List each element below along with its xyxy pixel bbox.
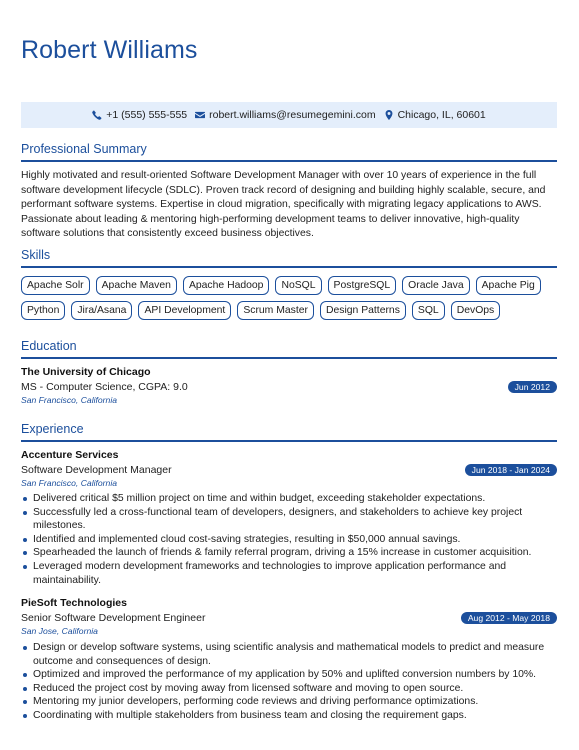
job-company: Accenture Services [21,449,119,461]
job-date-badge: Aug 2012 - May 2018 [461,612,557,624]
list-item: Spearheaded the launch of friends & family referral program, driving a 15% increase in customer acquisition. [21,546,551,560]
contact-email[interactable] [195,109,375,121]
skills-list [21,276,561,320]
job-role: Software Development Manager [21,464,172,476]
degree-text: MS - Computer Science, CGPA: 9.0 [21,381,188,393]
skill-tag: SQL [412,301,445,320]
envelope-icon [195,110,205,120]
list-item: Successfully led a cross-functional team of developers, designers, and stakeholders to achieve key project milestones. [21,506,551,533]
candidate-name: Robert Williams [21,36,198,64]
job-bullets [21,492,551,587]
skill-tag: Apache Maven [96,276,177,295]
list-item: Leveraged modern development frameworks and technologies to improve application performance and maintainability. [21,560,551,587]
experience-divider [21,440,557,442]
education-divider [21,357,557,359]
education-date-badge: Jun 2012 [508,381,557,393]
education-heading: Education [21,339,77,353]
school-name: The University of Chicago [21,366,151,378]
list-item: Mentoring my junior developers, performing code reviews and driving performance optimizations. [21,695,551,709]
list-item: Delivered critical $5 million project on time and within budget, exceeding stakeholder expectations. [21,492,551,506]
skill-tag: Apache Hadoop [183,276,270,295]
job-bullets [21,641,551,723]
list-item: Coordinating with multiple stakeholders from business team and closing the requirement gaps. [21,709,551,723]
contact-phone[interactable] [92,109,187,121]
summary-divider [21,160,557,162]
list-item: Design or develop software systems, using scientific analysis and mathematical models to predict and measure outcome and consequences of design. [21,641,551,668]
job-date-badge: Jun 2018 - Jan 2024 [465,464,557,476]
summary-heading: Professional Summary [21,142,147,156]
education-location: San Francisco, California [21,395,118,405]
skill-tag: Apache Solr [21,276,90,295]
skill-tag: NoSQL [275,276,321,295]
skill-tag: Jira/Asana [71,301,132,320]
skill-tag: Scrum Master [237,301,314,320]
experience-heading: Experience [21,422,84,436]
phone-text: +1 (555) 555-555 [106,109,188,121]
phone-icon [92,110,102,120]
location-text: Chicago, IL, 60601 [397,109,486,121]
list-item: Optimized and improved the performance of my application by 50% and uplifted conversion numbers by 10%. [21,668,551,682]
email-text: robert.williams@resumegemini.com [209,109,376,121]
skill-tag: Design Patterns [320,301,406,320]
job-location: San Francisco, California [21,478,118,488]
job-location: San Jose, California [21,626,98,636]
skill-tag: Python [21,301,65,320]
list-item: Identified and implemented cloud cost-saving strategies, resulting in $50,000 annual savings. [21,533,551,547]
skill-tag: Apache Pig [476,276,541,295]
list-item: Reduced the project cost by moving away from licensed software and moving to open source. [21,682,551,696]
skills-heading: Skills [21,248,51,262]
job-company: PieSoft Technologies [21,597,127,609]
contact-bar [21,102,557,128]
job-role: Senior Software Development Engineer [21,612,206,624]
summary-text: Highly motivated and result-oriented Software Development Manager with over 10 years of experience in the full software development lifecycle (SDLC). Proven track record of designing and building highly scalable, secure, and performant software systems. Expertise in cloud migration, specifically with migrating legacy applications to AWS. Passionate about leading & mentoring high-performing development teams to deliver innovative, high-quality software solutions that consistently exceed business objectives. [21,170,546,240]
skills-divider [21,266,557,268]
skill-tag: PostgreSQL [328,276,397,295]
map-pin-icon [384,110,394,120]
skill-tag: Oracle Java [402,276,469,295]
skill-tag: DevOps [451,301,501,320]
skill-tag: API Development [138,301,231,320]
contact-location [384,109,486,121]
